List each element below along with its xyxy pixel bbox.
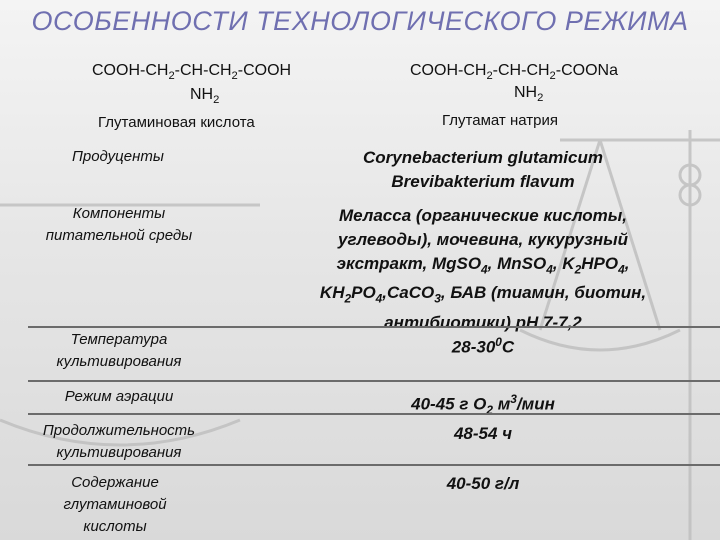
content-label-line: глутаминовой [63, 496, 167, 513]
duration-label-line: культивирования [56, 444, 182, 461]
medium-chunk: HPO [581, 254, 619, 273]
glutamic-acid-name: Глутаминовая кислота [98, 114, 255, 131]
temperature-chunk: C [501, 337, 515, 357]
medium-chunk: PO [351, 283, 376, 303]
medium-subscript: 2 [574, 262, 582, 277]
producer-line: Brevibakterium flavum [391, 172, 575, 191]
duration-label [4, 420, 234, 464]
aeration-label: Режим аэрации [64, 388, 174, 405]
aeration-chunk: 40-45 г О [411, 394, 487, 414]
formula-subscript: 2 [486, 70, 493, 83]
row-divider [28, 464, 720, 466]
aeration-superscript: 3 [510, 392, 517, 406]
formula-subscript: 2 [231, 70, 238, 83]
glutamic-acid-amino-group [190, 86, 219, 106]
medium-chunk: KH [319, 283, 345, 303]
medium-chunk: , БАВ (тиамин, биотин, [440, 283, 647, 303]
medium-subscript: 4 [546, 262, 553, 277]
formula-part: COOH-CH [92, 62, 169, 79]
formula-part: COOH-CH [410, 62, 487, 79]
row-divider [28, 380, 720, 382]
aeration-value [268, 387, 698, 422]
formula-subscript: 2 [549, 70, 556, 83]
medium-chunk: SO [456, 254, 482, 273]
aeration-chunk: /мин [516, 394, 555, 414]
medium-line [268, 281, 698, 310]
sodium-glutamate-name: Глутамат натрия [442, 112, 558, 129]
temperature-chunk: 28-30 [451, 337, 496, 357]
content-label-line: Содержание [71, 474, 159, 491]
content-label-line: кислоты [83, 518, 147, 535]
amino-text: NH [514, 84, 538, 101]
temperature-label-line: культивирования [56, 353, 182, 370]
medium-chunk: , K [552, 254, 575, 273]
medium-chunk: экстракт, Mg [336, 254, 457, 273]
producers-value [268, 146, 698, 194]
medium-line: антибиотики) pH 7-7,2 [384, 312, 582, 332]
formula-part: -CH-CH [174, 62, 232, 79]
medium-line [268, 252, 698, 281]
medium-chunk: SO [521, 254, 547, 273]
amino-subscript: 2 [213, 94, 220, 107]
row-divider [28, 413, 720, 415]
formula-part: -CH-CH [492, 62, 550, 79]
formula-subscript: 2 [168, 70, 175, 83]
medium-chunk: ,Ca [382, 283, 409, 303]
temperature-value [268, 330, 698, 360]
content-value: 40-50 г/л [446, 474, 520, 493]
aeration-chunk: м [492, 394, 511, 414]
temperature-superscript: 0 [495, 335, 502, 349]
page-title: ОСОБЕННОСТИ ТЕХНОЛОГИЧЕСКОГО РЕЖИМА [31, 6, 689, 36]
row-divider [28, 326, 720, 328]
medium-subscript: 3 [434, 291, 441, 306]
content-label [0, 472, 230, 538]
medium-chunk: CO [408, 283, 435, 303]
producers-label: Продуценты [72, 148, 164, 165]
temperature-label-line: Температура [70, 331, 168, 348]
medium-chunk: , Mn [487, 254, 522, 273]
aeration-subscript: 2 [486, 403, 493, 418]
formula-part: -COOH [237, 62, 292, 79]
sodium-glutamate-amino-group [514, 84, 543, 104]
amino-text: NH [190, 86, 214, 103]
medium-label-line: Компоненты [72, 205, 166, 222]
duration-label-line: Продолжительность [42, 422, 196, 439]
formula-part: -COONa [555, 62, 619, 79]
medium-line: углеводы), мочевина, кукурузный [337, 230, 628, 249]
temperature-label [4, 329, 234, 373]
amino-subscript: 2 [537, 92, 544, 105]
medium-line: Меласса (органические кислоты, [338, 206, 628, 225]
sodium-glutamate-formula [410, 62, 618, 82]
medium-subscript: 4 [618, 262, 625, 277]
medium-chunk: , [624, 254, 630, 273]
medium-subscript: 4 [375, 291, 383, 306]
glutamic-acid-formula [92, 62, 291, 82]
medium-subscript: 2 [344, 291, 352, 306]
duration-value: 48-54 ч [453, 424, 513, 443]
medium-label [4, 203, 234, 247]
medium-value [268, 204, 698, 335]
medium-subscript: 4 [481, 262, 488, 277]
medium-label-line: питательной среды [45, 227, 193, 244]
producer-line: Corynebacterium glutamicum [363, 148, 603, 167]
